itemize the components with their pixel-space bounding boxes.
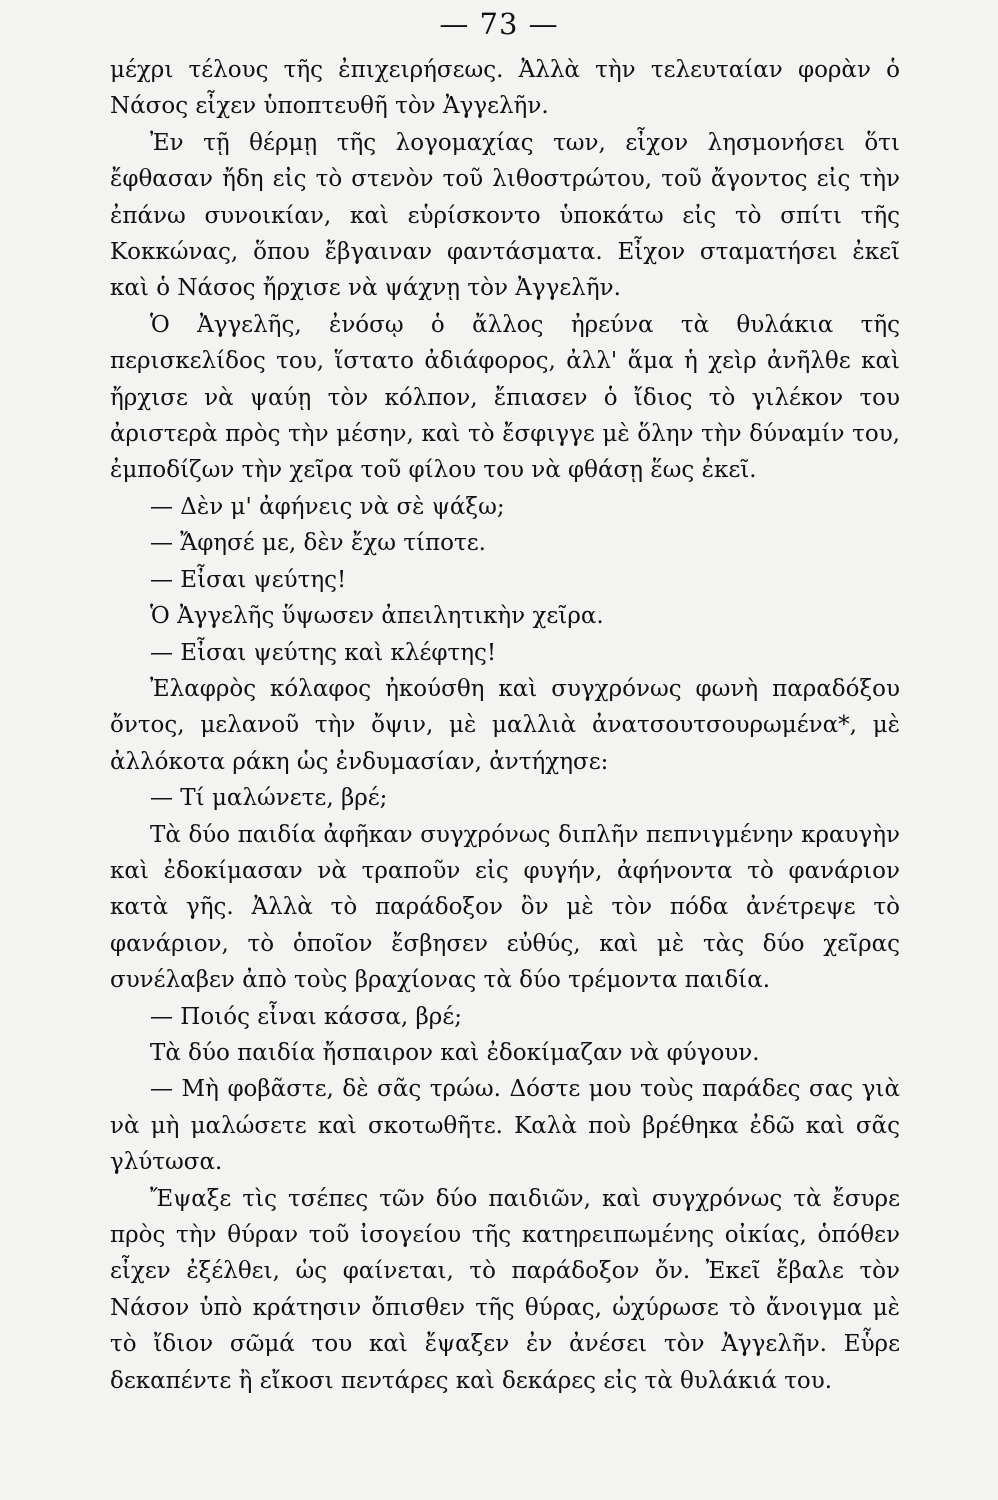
dialogue-line: — Δὲν μ' ἀφήνεις νὰ σὲ ψάξω; xyxy=(150,493,505,520)
dialogue-line: — Εἶσαι ψεύτης! xyxy=(150,566,347,593)
dialogue-line: — Ποιός εἶναι κάσσα, βρέ; xyxy=(150,1003,462,1030)
paragraph: Ἐν τῇ θέρμῃ τῆς λογομαχίας των, εἶχον λησμονήσει ὅτι ἔφθασαν ἤδη εἰς τὸ στενὸν τοῦ λιθοστρώτου, τοῦ ἄγοντος εἰς τὴν ἐπάνω συνοικίαν, καὶ εὑρίσκοντο ὑποκάτω εἰς τὸ σπίτι τῆς Κοκκώνας, ὅπου ἔβγαιναν φαντάσματα. Εἶχον σταματήσει ἐκεῖ καὶ ὁ Νάσος ἤρχισε νὰ ψάχνῃ τὸν Ἀγγελῆν. xyxy=(110,129,900,302)
paragraph: Ὁ Ἀγγελῆς ὕψωσεν ἀπειλητικὴν χεῖρα. xyxy=(150,603,604,630)
dialogue-line: — Μὴ φοβᾶστε, δὲ σᾶς τρώω. Δόστε μου τοὺς παράδες σας γιὰ νὰ μὴ μαλώσετε καὶ σκοτωθῆτε. Καλὰ ποὺ βρέθηκα ἐδῶ καὶ σᾶς γλύτωσα. xyxy=(110,1076,900,1176)
paragraph: Ἐλαφρὸς κόλαφος ἠκούσθη καὶ συγχρόνως φωνὴ παραδόξου ὄντος, μελανοῦ τὴν ὄψιν, μὲ μαλλιὰ ἀνατσουτσουρωμένα*, μὲ ἀλλόκοτα ράκη ὡς ἐνδυμασίαν, ἀντήχησε: xyxy=(110,675,900,775)
paragraph: Τὰ δύο παιδία ἀφῆκαν συγχρόνως διπλῆν πεπνιγμένην κραυγὴν καὶ ἐδοκίμασαν νὰ τραποῦν εἰς φυγήν, ἀφήνοντα τὸ φανάριον κατὰ γῆς. Ἀλλὰ τὸ παράδοξον ὂν μὲ τὸν πόδα ἀνέτρεψε τὸ φανάριον, τὸ ὁποῖον ἔσβησεν εὐθύς, καὶ μὲ τὰς δύο χεῖρας συνέλαβεν ἀπὸ τοὺς βραχίονας τὰ δύο τρέμοντα παιδία. xyxy=(110,821,900,994)
paragraph: Ὁ Ἀγγελῆς, ἐνόσῳ ὁ ἄλλος ἠρεύνα τὰ θυλάκια τῆς περισκελίδος του, ἵστατο ἀδιάφορος, ἀλλ' ἅμα ἡ χεὶρ ἀνῆλθε καὶ ἤρχισε νὰ ψαύῃ τὸν κόλπον, ἔπιασεν ὁ ἴδιος τὸ γιλέκον του ἀριστερὰ πρὸς τὴν μέσην, καὶ τὸ ἔσφιγγε μὲ ὅλην τὴν δύναμίν του, ἐμποδίζων τὴν χεῖρα τοῦ φίλου του νὰ φθάσῃ ἕως ἐκεῖ. xyxy=(110,311,900,484)
body-text xyxy=(110,52,900,1399)
dialogue-line: — Τί μαλώνετε, βρέ; xyxy=(150,785,388,812)
dialogue-line: — Ἄφησέ με, δὲν ἔχω τίποτε. xyxy=(150,530,486,557)
dialogue-line: — Εἶσαι ψεύτης καὶ κλέφτης! xyxy=(150,639,497,666)
paragraph: μέχρι τέλους τῆς ἐπιχειρήσεως. Ἀλλὰ τὴν τελευταίαν φορὰν ὁ Νάσος εἶχεν ὑποπτευθῆ τὸν Ἀγγελῆν. xyxy=(110,57,900,120)
paragraph: Ἔψαξε τὶς τσέπες τῶν δύο παιδιῶν, καὶ συγχρόνως τὰ ἔσυρε πρὸς τὴν θύραν τοῦ ἰσογείου τῆς κατηρειπωμένης οἰκίας, ὁπόθεν εἶχεν ἐξέλθει, ὡς φαίνεται, τὸ παράδοξον ὄν. Ἐκεῖ ἔβαλε τὸν Νάσον ὑπὸ κράτησιν ὄπισθεν τῆς θύρας, ὠχύρωσε τὸ ἄνοιγμα μὲ τὸ ἴδιον σῶμά του καὶ ἔψαξεν ἐν ἀνέσει τὸν Ἀγγελῆν. Εὗρε δεκαπέντε ἢ εἴκοσι πεντάρες καὶ δεκάρες εἰς τὰ θυλάκιά του. xyxy=(110,1185,900,1394)
page-number: — 73 — xyxy=(439,7,559,41)
paragraph: Τὰ δύο παιδία ἤσπαιρον καὶ ἐδοκίμαζαν νὰ φύγουν. xyxy=(150,1039,760,1066)
